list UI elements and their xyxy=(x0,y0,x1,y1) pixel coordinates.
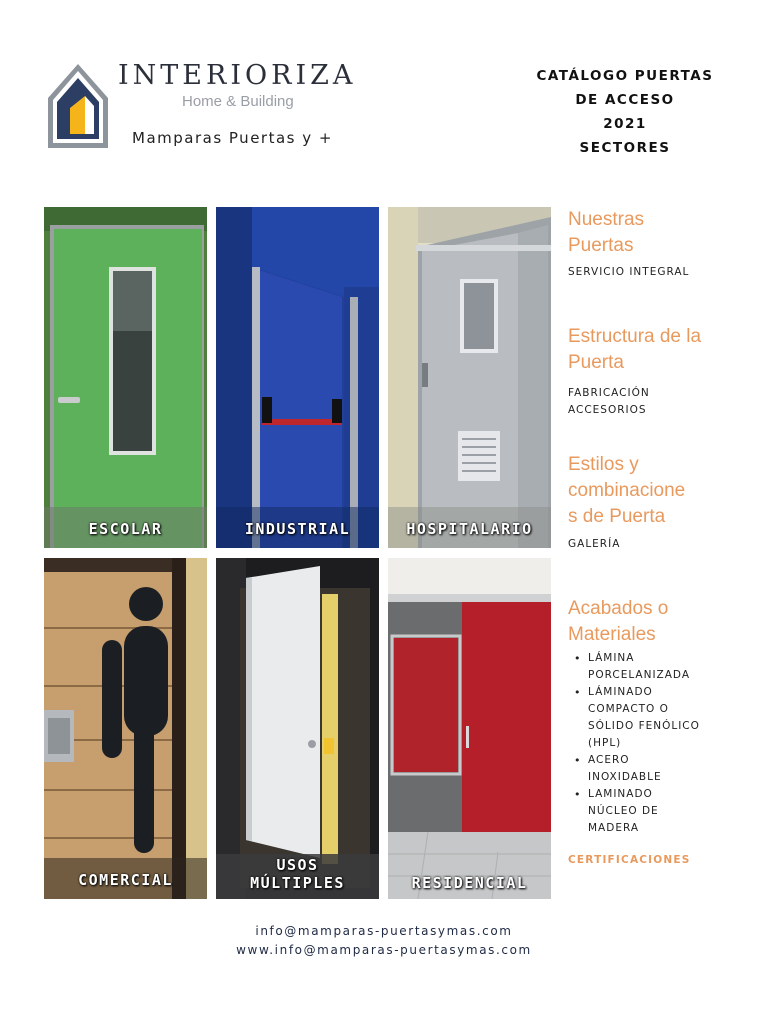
section-title-line: s de Puerta xyxy=(568,506,666,527)
footer-website[interactable]: www.info@mamparas-puertasymas.com xyxy=(236,943,532,957)
section-title-line: Estructura de la xyxy=(568,326,702,347)
tile-label-escolar: ESCOLAR xyxy=(88,520,163,538)
door-tile-residencial[interactable] xyxy=(388,558,551,899)
tile-label-residencial: RESIDENCIAL xyxy=(411,874,528,892)
subtitle-line: FABRICACIÓN xyxy=(568,387,650,399)
blue-door-image xyxy=(216,207,379,548)
section-title-line: Materiales xyxy=(568,624,656,645)
section-subtitle-fabricacion xyxy=(568,385,650,419)
list-item xyxy=(574,752,744,786)
list-item-line: PORCELANIZADA xyxy=(588,669,691,681)
section-acabados-title[interactable] xyxy=(568,596,668,648)
catalog-title-line: DE ACCESO xyxy=(575,92,675,108)
subtitle-line: ACCESORIOS xyxy=(568,404,647,416)
section-nuestras-puertas-title[interactable] xyxy=(568,207,644,259)
section-subtitle-servicio: SERVICIO INTEGRAL xyxy=(568,266,690,278)
section-title-line: Puerta xyxy=(568,352,624,373)
catalog-title-line: SECTORES xyxy=(579,140,671,156)
door-tile-usos-multiples[interactable] xyxy=(216,558,379,899)
door-tile-hospitalario[interactable] xyxy=(388,207,551,548)
list-item-line: • ACERO xyxy=(588,754,630,766)
section-estructura-title[interactable] xyxy=(568,324,701,376)
list-item-line: COMPACTO O xyxy=(588,703,669,715)
certificaciones-link[interactable]: CERTIFICACIONES xyxy=(568,854,691,866)
section-title-line: Estilos y xyxy=(568,454,639,475)
tile-label-usos: USOS xyxy=(276,856,319,874)
catalog-title-line: 2021 xyxy=(603,116,647,132)
tile-label-multiples: MÚLTIPLES xyxy=(250,874,345,892)
list-item xyxy=(574,650,744,684)
section-title-line: Acabados o xyxy=(568,598,669,619)
list-item-line: MADERA xyxy=(588,822,640,834)
list-item-line: • LÁMINADO xyxy=(588,686,653,698)
list-item-line: • LAMINADO xyxy=(588,788,653,800)
door-tile-comercial[interactable] xyxy=(44,558,207,899)
tile-label-industrial: INDUSTRIAL xyxy=(244,520,351,538)
catalog-title-line: CATÁLOGO PUERTAS xyxy=(536,68,714,84)
red-door-image xyxy=(388,558,551,899)
list-item-line: • LÁMINA xyxy=(588,652,635,664)
tile-label-comercial: COMERCIAL xyxy=(78,871,173,889)
interioriza-logo-icon xyxy=(44,58,112,152)
door-tile-escolar[interactable] xyxy=(44,207,207,548)
list-item xyxy=(574,786,744,837)
materials-list xyxy=(574,650,744,837)
list-item-line: INOXIDABLE xyxy=(588,771,662,783)
list-item xyxy=(574,684,744,752)
wood-door-image xyxy=(44,558,207,899)
green-door-image xyxy=(44,207,207,548)
footer-email[interactable]: info@mamparas-puertasymas.com xyxy=(255,924,513,938)
brand-tagline: Mamparas Puertas y + xyxy=(132,129,333,147)
door-tile-industrial[interactable] xyxy=(216,207,379,548)
section-subtitle-galeria: GALERÍA xyxy=(568,538,621,550)
list-item-line: NÚCLEO DE xyxy=(588,805,659,817)
list-item-line: (HPL) xyxy=(588,737,622,749)
brand-subtitle: Home & Building xyxy=(182,93,294,110)
section-title-line: Puertas xyxy=(568,235,634,256)
brand-name: INTERIORIZA xyxy=(118,60,357,91)
catalog-title xyxy=(505,64,745,160)
list-item-line: SÓLIDO FENÓLICO xyxy=(588,720,700,732)
section-estilos-title[interactable] xyxy=(568,452,685,530)
section-title-line: Nuestras xyxy=(568,209,645,230)
section-title-line: combinacione xyxy=(568,480,686,501)
tile-label-hospitalario: HOSPITALARIO xyxy=(406,520,533,538)
white-door-image xyxy=(216,558,379,899)
steel-door-image xyxy=(388,207,551,548)
